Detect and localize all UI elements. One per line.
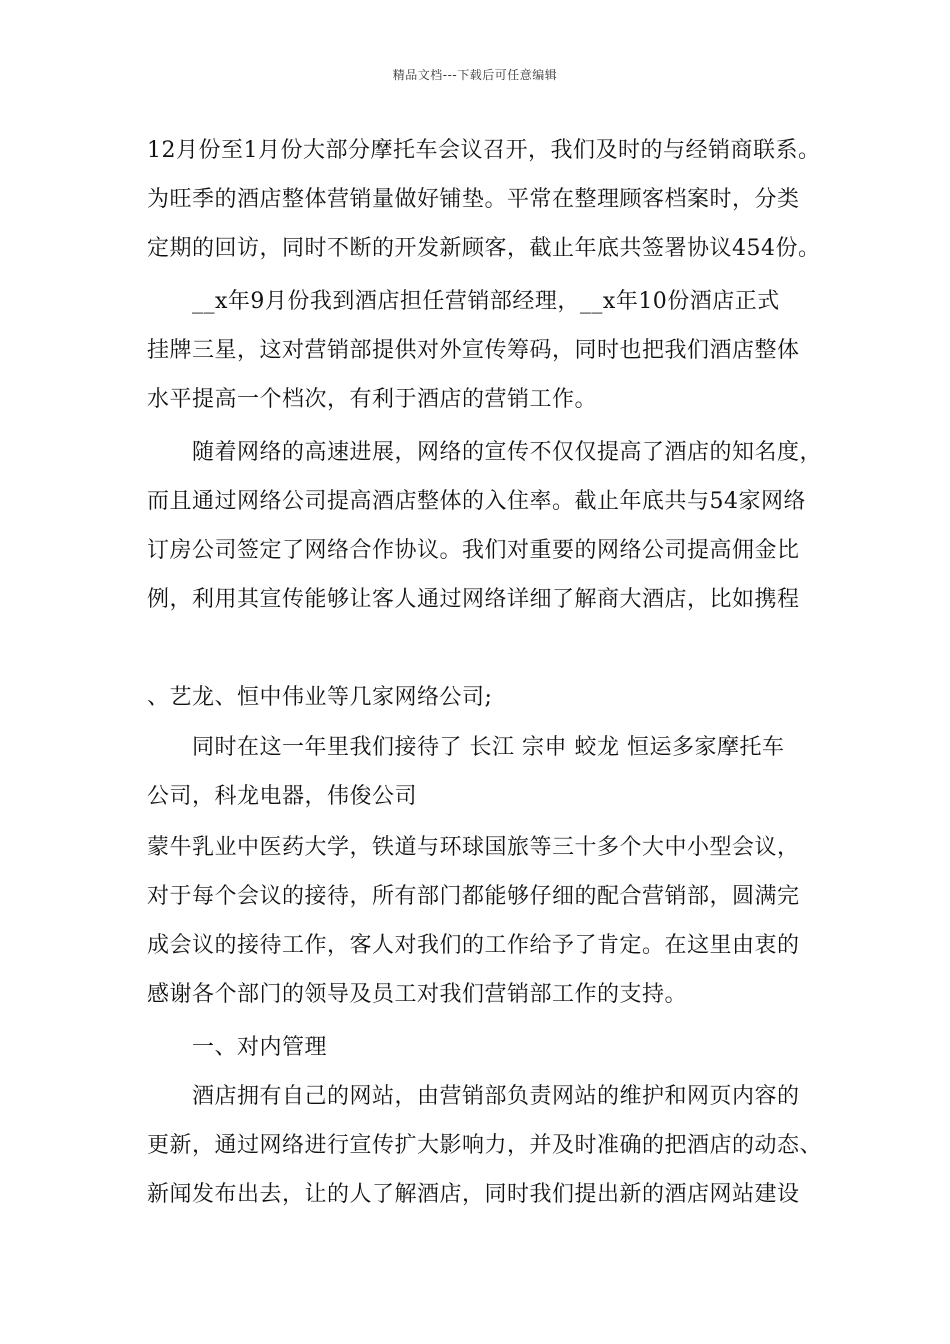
- text-line: 感谢各个部门的领导及员工对我们营销部工作的支持。: [147, 982, 688, 1007]
- text-line: 为旺季的酒店整体营销量做好铺垫。平常在整理顾客档案时，分类: [147, 187, 800, 212]
- text-line: 12月份至1月份大部分摩托车会议召开，我们及时的与经销商联系。: [147, 138, 821, 163]
- text-line: 公司，科龙电器，伟俊公司: [147, 784, 418, 809]
- text-line: 同时在这一年里我们接待了 长江 宗申 蛟龙 恒运多家摩托车: [192, 735, 785, 760]
- text-line: 随着网络的高速进展，网络的宣传不仅仅提高了酒店的知名度，: [192, 440, 823, 465]
- text-line: 成会议的接待工作，客人对我们的工作给予了肯定。在这里由衷的: [147, 933, 800, 958]
- text-line: 定期的回访，同时不断的开发新顾客，截止年底共签署协议454份。: [147, 236, 821, 261]
- text-line: 新闻发布出去，让的人了解酒店，同时我们提出新的酒店网站建设: [147, 1182, 800, 1207]
- text-line: 订房公司签定了网络合作协议。我们对重要的网络公司提高佣金比: [147, 538, 800, 563]
- text-line: 例，利用其宣传能够让客人通过网络详细了解商大酒店，比如携程: [147, 587, 800, 612]
- page-header: 精品文档---下载后可任意编辑: [392, 68, 558, 82]
- text-line: __x年9月份我到酒店担任营销部经理，__x年10份酒店正式: [192, 289, 780, 314]
- text-line: 更新，通过网络进行宣传扩大影响力，并及时准确的把酒店的动态、: [147, 1133, 823, 1158]
- text-line: 而且通过网络公司提高酒店整体的入住率。截止年底共与54家网络: [147, 489, 806, 514]
- text-line: 酒店拥有自己的网站，由营销部负责网站的维护和网页内容的: [192, 1084, 800, 1109]
- text-line: 对于每个会议的接待，所有部门都能够仔细的配合营销部，圆满完: [147, 884, 800, 909]
- text-line: 水平提高一个档次，有利于酒店的营销工作。: [147, 387, 598, 412]
- text-line: 、艺龙、恒中伟业等几家网络公司;: [147, 685, 493, 710]
- section-heading: 一、对内管理: [192, 1035, 328, 1060]
- text-line: 蒙牛乳业中医药大学，铁道与环球国旅等三十多个大中小型会议，: [147, 835, 800, 860]
- text-line: 挂牌三星，这对营销部提供对外宣传筹码，同时也把我们酒店整体: [147, 338, 800, 363]
